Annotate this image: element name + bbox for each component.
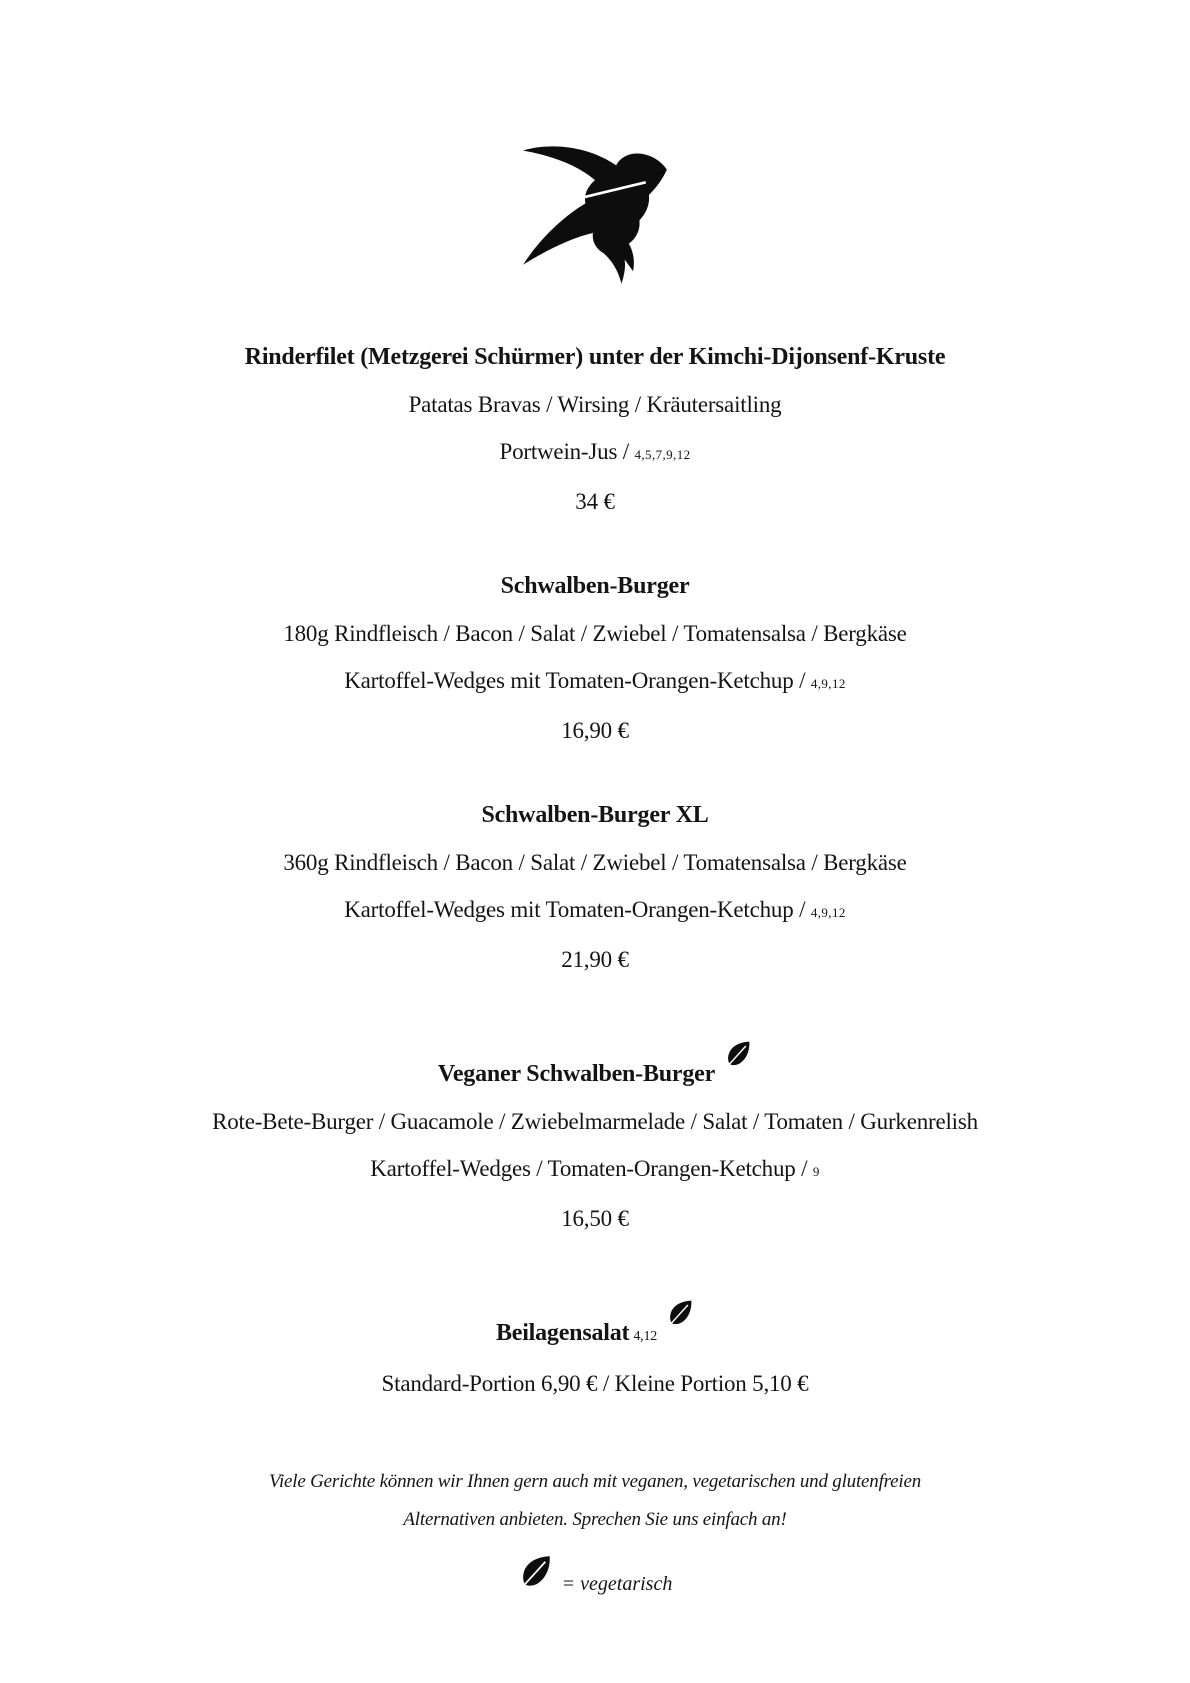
allergen-numbers: 9 (812, 1164, 820, 1179)
item-description-line: Patatas Bravas / Wirsing / Kräutersaitling (408, 392, 782, 417)
item-title-text: Schwalben-Burger XL (481, 802, 709, 828)
menu-item (0, 1039, 1190, 1242)
item-description-line: Rote-Bete-Burger / Guacamole / Zwiebelmarmelade / Salat / Tomaten / Gurkenrelish (212, 1109, 978, 1134)
vegetarian-legend-text: = vegetarisch (561, 1573, 673, 1595)
item-title-text: Veganer Schwalben-Burger (437, 1061, 716, 1087)
footer-note-line: Viele Gerichte können wir Ihnen gern auch mit veganen, vegetarischen und glutenfreien (268, 1471, 922, 1492)
item-description-text: Portwein-Jus / (499, 439, 629, 464)
allergen-numbers: 4,12 (633, 1329, 658, 1344)
leaf-icon (518, 1553, 553, 1588)
allergen-numbers: 4,5,7,9,12 (634, 447, 691, 462)
item-description-text: Kartoffel-Wedges mit Tomaten-Orangen-Ketchup / (344, 897, 806, 922)
item-description-line (0, 428, 1190, 478)
item-title-text: Rinderfilet (Metzgerei Schürmer) unter der Kimchi-Dijonsenf-Kruste (244, 344, 946, 370)
vegetarian-legend (0, 1553, 1190, 1596)
item-title (0, 1039, 1190, 1098)
item-price: 16,50 € (561, 1206, 629, 1231)
item-title-text: Beilagensalat (495, 1320, 630, 1346)
footer-note (0, 1463, 1190, 1596)
item-title (0, 792, 1190, 839)
leaf-icon (666, 1298, 694, 1326)
item-description-line: Standard-Portion 6,90 € / Kleine Portion 5,10 € (381, 1371, 809, 1396)
item-description-line: 180g Rindfleisch / Bacon / Salat / Zwiebel / Tomatensalsa / Bergkäse (283, 621, 907, 646)
item-title (0, 1298, 1190, 1360)
allergen-numbers: 4,9,12 (810, 905, 846, 920)
swallow-logo-icon (519, 140, 671, 288)
item-title-text: Schwalben-Burger (500, 573, 690, 599)
item-title (0, 563, 1190, 610)
menu-item (0, 1298, 1190, 1407)
item-price: 21,90 € (561, 947, 629, 972)
item-description-line (0, 1145, 1190, 1195)
item-description-text: Kartoffel-Wedges mit Tomaten-Orangen-Ketchup / (344, 668, 806, 693)
item-price: 34 € (575, 489, 615, 514)
menu-item (0, 792, 1190, 983)
item-description-line: 360g Rindfleisch / Bacon / Salat / Zwiebel / Tomatensalsa / Bergkäse (283, 850, 907, 875)
leaf-icon (724, 1039, 752, 1067)
menu-item (0, 563, 1190, 754)
allergen-numbers: 4,9,12 (810, 676, 846, 691)
item-title (0, 334, 1190, 381)
item-description-line (0, 886, 1190, 936)
item-description-line (0, 657, 1190, 707)
menu-item (0, 334, 1190, 525)
footer-note-line: Alternativen anbieten. Sprechen Sie uns einfach an! (403, 1509, 787, 1530)
item-price: 16,90 € (561, 718, 629, 743)
item-description-text: Kartoffel-Wedges / Tomaten-Orangen-Ketchup / (370, 1156, 808, 1181)
logo (0, 0, 1190, 288)
